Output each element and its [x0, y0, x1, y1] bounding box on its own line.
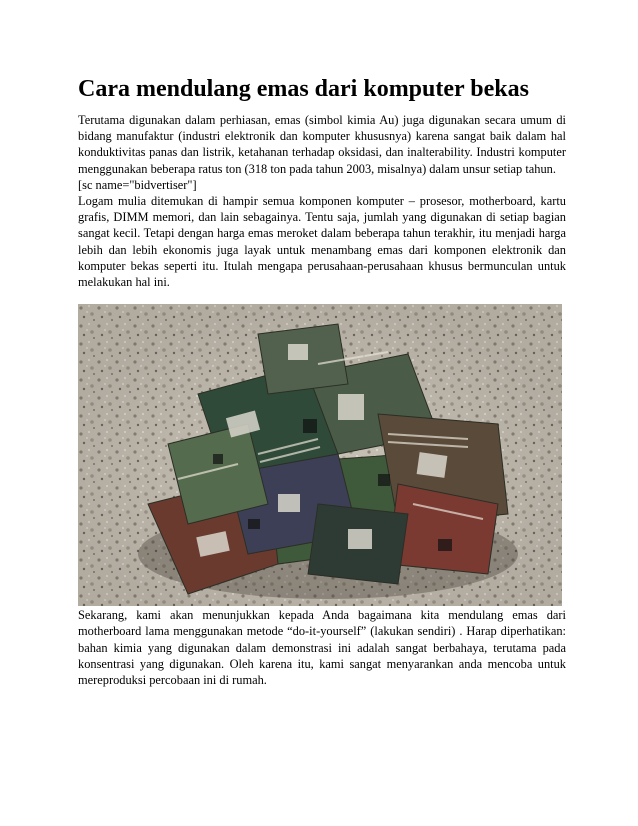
document-page [78, 74, 566, 688]
photo-illustration [78, 304, 562, 606]
shortcode-text: [sc name="bidvertiser"] [78, 177, 197, 192]
paragraph-intro: Terutama digunakan dalam perhiasan, emas (simbol kimia Au) juga digunakan secara umum di bidang manufaktur (industri elektronik dan komputer khususnya) karena sangat baik dalam hal konduktivitas panas dan listrik, ketahanan terhadap oksidasi, dan inalterability. Industri komputer menggunakan beberapa ratus ton (318 ton pada tahun 2003, misalnya) dalam unsur setiap tahun. [78, 113, 566, 176]
paragraph-warning: Sekarang, kami akan menunjukkan kepada Anda bagaimana kita mendulang emas dari motherboard lama menggunakan metode “do-it-yourself” (lakukan sendiri) . Harap diperhatikan: bahan kimia yang digunakan dalam demonstrasi ini adalah sangat berbahaya, terutama pada konsentrasi yang digunakan. Oleh karena itu, kami sangat menyarankan anda mencoba untuk mereproduksi percobaan ini di rumah. [78, 608, 566, 688]
paragraph-metals: Logam mulia ditemukan di hampir semua komponen komputer – prosesor, motherboard, kartu grafis, DIMM memori, dan lain sebagainya. Tentu saja, jumlah yang digunakan di setiap bagian sangat kecil. Tetapi dengan harga emas meroket dalam beberapa tahun terakhir, itu menjadi harga lebih dan lebih ekonomis juga layak untuk menambang emas dari komponen elektronik dan komputer bekas seperti itu. Itulah mengapa perusahaan-perusahaan khusus bermunculan untuk melakukan hal ini. [78, 194, 566, 290]
document-title: Cara mendulang emas dari komputer bekas [78, 76, 529, 102]
motherboard-pile-photo [78, 304, 562, 606]
